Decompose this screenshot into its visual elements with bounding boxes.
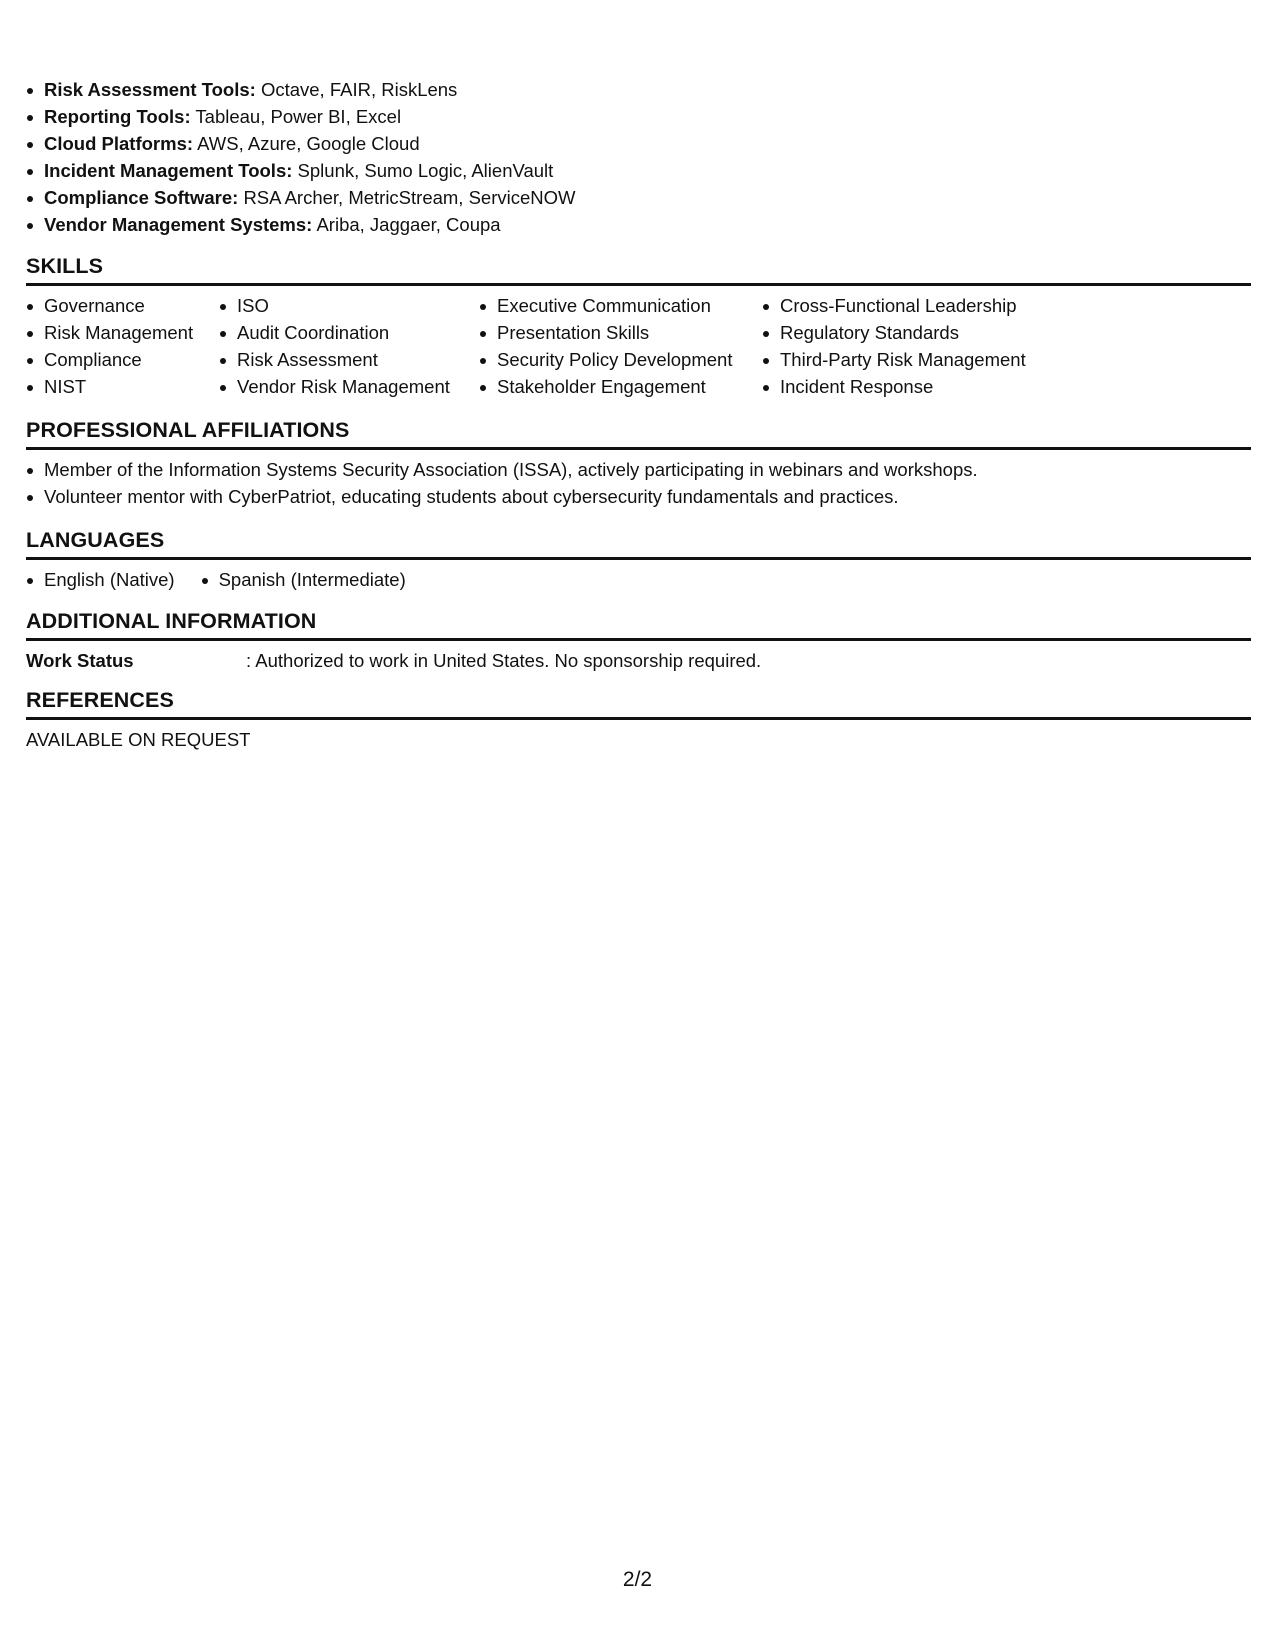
skill-item: Stakeholder Engagement — [479, 373, 762, 400]
work-status-row — [26, 647, 1251, 674]
tool-label: Reporting Tools: — [44, 106, 191, 127]
skills-column — [479, 292, 762, 400]
skill-item: Governance — [26, 292, 219, 319]
section-heading-affiliations: PROFESSIONAL AFFILIATIONS — [26, 416, 1251, 450]
skills-column — [26, 292, 219, 400]
skill-item: NIST — [26, 373, 219, 400]
resume-page — [26, 76, 1251, 753]
languages-list — [26, 566, 1251, 593]
skill-item: Security Policy Development — [479, 346, 762, 373]
tool-value: Octave, FAIR, RiskLens — [260, 79, 458, 100]
tool-label: Vendor Management Systems: — [44, 214, 313, 235]
tools-list — [26, 76, 1251, 238]
affiliations-section — [26, 416, 1251, 510]
skill-item: Compliance — [26, 346, 219, 373]
skill-item: Audit Coordination — [219, 319, 479, 346]
skill-item: Vendor Risk Management — [219, 373, 479, 400]
additional-info-section — [26, 607, 1251, 674]
skill-item: Risk Assessment — [219, 346, 479, 373]
skill-item: Incident Response — [762, 373, 1062, 400]
skill-item: Risk Management — [26, 319, 219, 346]
skills-column — [762, 292, 1062, 400]
tool-value: Tableau, Power BI, Excel — [195, 106, 402, 127]
references-section — [26, 686, 1251, 753]
tool-label: Risk Assessment Tools: — [44, 79, 256, 100]
section-heading-references: REFERENCES — [26, 686, 1251, 720]
section-heading-skills: SKILLS — [26, 252, 1251, 286]
tool-value: AWS, Azure, Google Cloud — [197, 133, 420, 154]
section-heading-additional: ADDITIONAL INFORMATION — [26, 607, 1251, 641]
language-item: Spanish (Intermediate) — [201, 566, 406, 593]
tool-label: Cloud Platforms: — [44, 133, 194, 154]
tool-item-compliance — [26, 184, 1251, 211]
skill-item: Presentation Skills — [479, 319, 762, 346]
references-text: AVAILABLE ON REQUEST — [26, 729, 251, 750]
work-status-label: Work Status — [26, 650, 134, 671]
tool-label: Compliance Software: — [44, 187, 239, 208]
tool-item-reporting — [26, 103, 1251, 130]
skills-column — [219, 292, 479, 400]
skill-item: Third-Party Risk Management — [762, 346, 1062, 373]
work-status-value: : Authorized to work in United States. No sponsorship required. — [246, 650, 762, 671]
language-item: English (Native) — [26, 566, 175, 593]
skills-section — [26, 252, 1251, 400]
tool-value: Ariba, Jaggaer, Coupa — [316, 214, 501, 235]
tool-value: Splunk, Sumo Logic, AlienVault — [297, 160, 554, 181]
skill-item: ISO — [219, 292, 479, 319]
skill-item: Regulatory Standards — [762, 319, 1062, 346]
tool-item-vendor — [26, 211, 1251, 238]
tool-label: Incident Management Tools: — [44, 160, 293, 181]
tool-item-cloud — [26, 130, 1251, 157]
skill-item: Cross-Functional Leadership — [762, 292, 1062, 319]
affiliation-item: Volunteer mentor with CyberPatriot, educating students about cybersecurity fundamentals and practices. — [26, 483, 1251, 510]
tool-item-incident — [26, 157, 1251, 184]
skill-item: Executive Communication — [479, 292, 762, 319]
languages-section — [26, 526, 1251, 593]
section-heading-languages: LANGUAGES — [26, 526, 1251, 560]
skills-grid — [26, 292, 1251, 400]
page-number: 2/2 — [622, 1568, 653, 1591]
tool-item-risk-assessment — [26, 76, 1251, 103]
affiliation-item: Member of the Information Systems Security Association (ISSA), actively participating in webinars and workshops. — [26, 456, 1251, 483]
affiliations-list — [26, 456, 1251, 510]
tool-value: RSA Archer, MetricStream, ServiceNOW — [243, 187, 576, 208]
